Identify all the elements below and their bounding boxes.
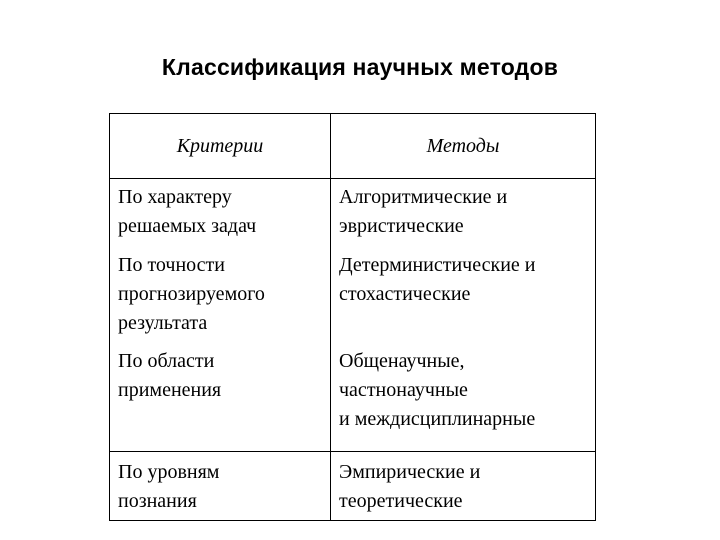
criterion-text: По уровням познания	[118, 461, 220, 512]
method-text: Детерминистические и стохастические	[339, 254, 536, 305]
table-row	[110, 247, 596, 345]
methods-classification-table	[109, 113, 596, 521]
criterion-cell	[110, 179, 331, 248]
method-cell	[331, 345, 596, 452]
table-row	[110, 179, 596, 248]
page-title: Классификация научных методов	[161, 54, 559, 80]
method-cell	[331, 247, 596, 345]
criterion-cell	[110, 247, 331, 345]
method-cell	[331, 452, 596, 521]
table-row	[110, 452, 596, 521]
method-text: Алгоритмические и эвристические	[339, 186, 508, 237]
criterion-text: По точности прогнозируемого результата	[118, 254, 265, 334]
criterion-cell	[110, 452, 331, 521]
method-text: Общенаучные, частнонаучные и междисциплинарные	[339, 350, 536, 430]
header-methods: Методы	[331, 114, 596, 179]
table-row	[110, 345, 596, 452]
method-cell	[331, 179, 596, 248]
criterion-text: По характеру решаемых задач	[118, 186, 257, 237]
criterion-text: По области применения	[118, 350, 222, 401]
table-header-row	[110, 114, 596, 179]
header-criteria: Критерии	[110, 114, 331, 179]
method-text: Эмпирические и теоретические	[339, 461, 481, 512]
criterion-cell	[110, 345, 331, 452]
